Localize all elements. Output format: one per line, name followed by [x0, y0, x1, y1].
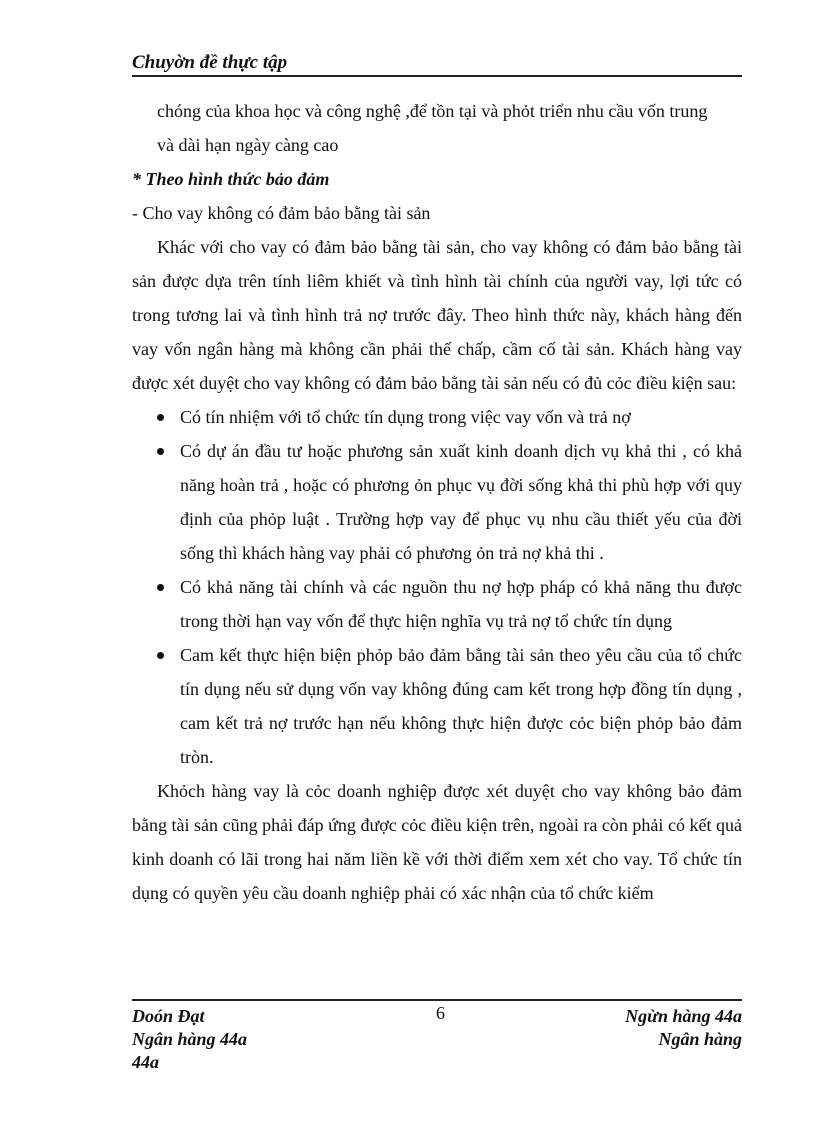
- footer-bank-left: Ngân hàng 44a: [132, 1029, 248, 1049]
- section-heading: * Theo hình thức bảo đảm: [132, 169, 330, 189]
- list-item: [132, 434, 742, 570]
- continuation-line-2: và dài hạn ngày càng cao: [157, 135, 339, 155]
- conditions-list: [132, 400, 742, 774]
- list-item: [132, 570, 742, 638]
- list-item-text: Có dự án đầu tư hoặc phương sản xuất kinh doanh dịch vụ khả thi , có khả năng hoàn trả , hoặc có phương ỏn phục vụ đời sống khả thi phù hợp với quy định của phỏp luật . Trường hợp vay để phục vụ nhu cầu thiết yếu của đời sống thì khách hàng vay phải có phương ỏn trả nợ khả thi .: [180, 441, 742, 563]
- bullet-icon: [157, 584, 164, 591]
- footer-class-code: 44a: [132, 1052, 159, 1072]
- footer-author: Doón Đạt: [132, 1006, 205, 1026]
- bullet-icon: [157, 652, 164, 659]
- list-item-text: Có tín nhiệm với tổ chức tín dụng trong việc vay vốn và trả nợ: [180, 407, 631, 427]
- header-title: Chuyờn đề thực tập: [132, 52, 288, 73]
- list-item-text: Cam kết thực hiện biện phỏp bảo đảm bằng tài sản theo yêu cầu của tổ chức tín dụng nếu sử dụng vốn vay không đúng cam kết trong hợp đồng tín dụng , cam kết trả nợ trước hạn nếu không thực hiện được cỏc biện phỏp bảo đảm tròn.: [180, 645, 742, 767]
- list-item-text: Có khả năng tài chính và các nguồn thu nợ hợp pháp có khả năng thu được trong thời hạn vay vốn để thực hiện nghĩa vụ trả nợ tổ chức tín dụng: [180, 577, 742, 631]
- subheading: - Cho vay không có đảm bảo bằng tài sản: [132, 203, 431, 223]
- list-item: [132, 400, 742, 434]
- continuation-line-1: chóng của khoa học và công nghệ ,để tồn tại và phỏt triển nhu cầu vốn trung: [157, 101, 708, 121]
- footer-bank-right: Ngân hàng: [658, 1029, 742, 1049]
- header-divider: [132, 75, 742, 77]
- footer-divider: [132, 999, 742, 1001]
- paragraph-2: Khỏch hàng vay là cỏc doanh nghiệp được xét duyệt cho vay không bảo đảm bằng tài sản cũng phải đáp ứng được cỏc điều kiện trên, ngoài ra còn phải có kết quả kinh doanh có lãi trong hai năm liền kề với thời điểm xem xét cho vay. Tổ chức tín dụng có quyền yêu cầu doanh nghiệp phải có xác nhận của tổ chức kiểm: [132, 781, 742, 903]
- bullet-icon: [157, 414, 164, 421]
- paragraph-1: Khác với cho vay có đảm bảo bằng tài sản, cho vay không có đảm bảo bằng tài sản được dựa trên tính liêm khiết và tình hình tài chính của người vay, lợi tức có trong tương lai và tình hình trả nợ trước đây. Theo hình thức này, khách hàng đến vay vốn ngân hàng mà không cần phải thế chấp, cầm cố tài sản. Khách hàng vay được xét duyệt cho vay không có đảm bảo bằng tài sản nếu có đủ cỏc điều kiện sau:: [132, 237, 742, 393]
- bullet-icon: [157, 448, 164, 455]
- footer-bank-right-top: Ngừn hàng 44a: [625, 1006, 742, 1026]
- page-body: [132, 94, 742, 910]
- page-number: 6: [436, 1003, 445, 1023]
- list-item: [132, 638, 742, 774]
